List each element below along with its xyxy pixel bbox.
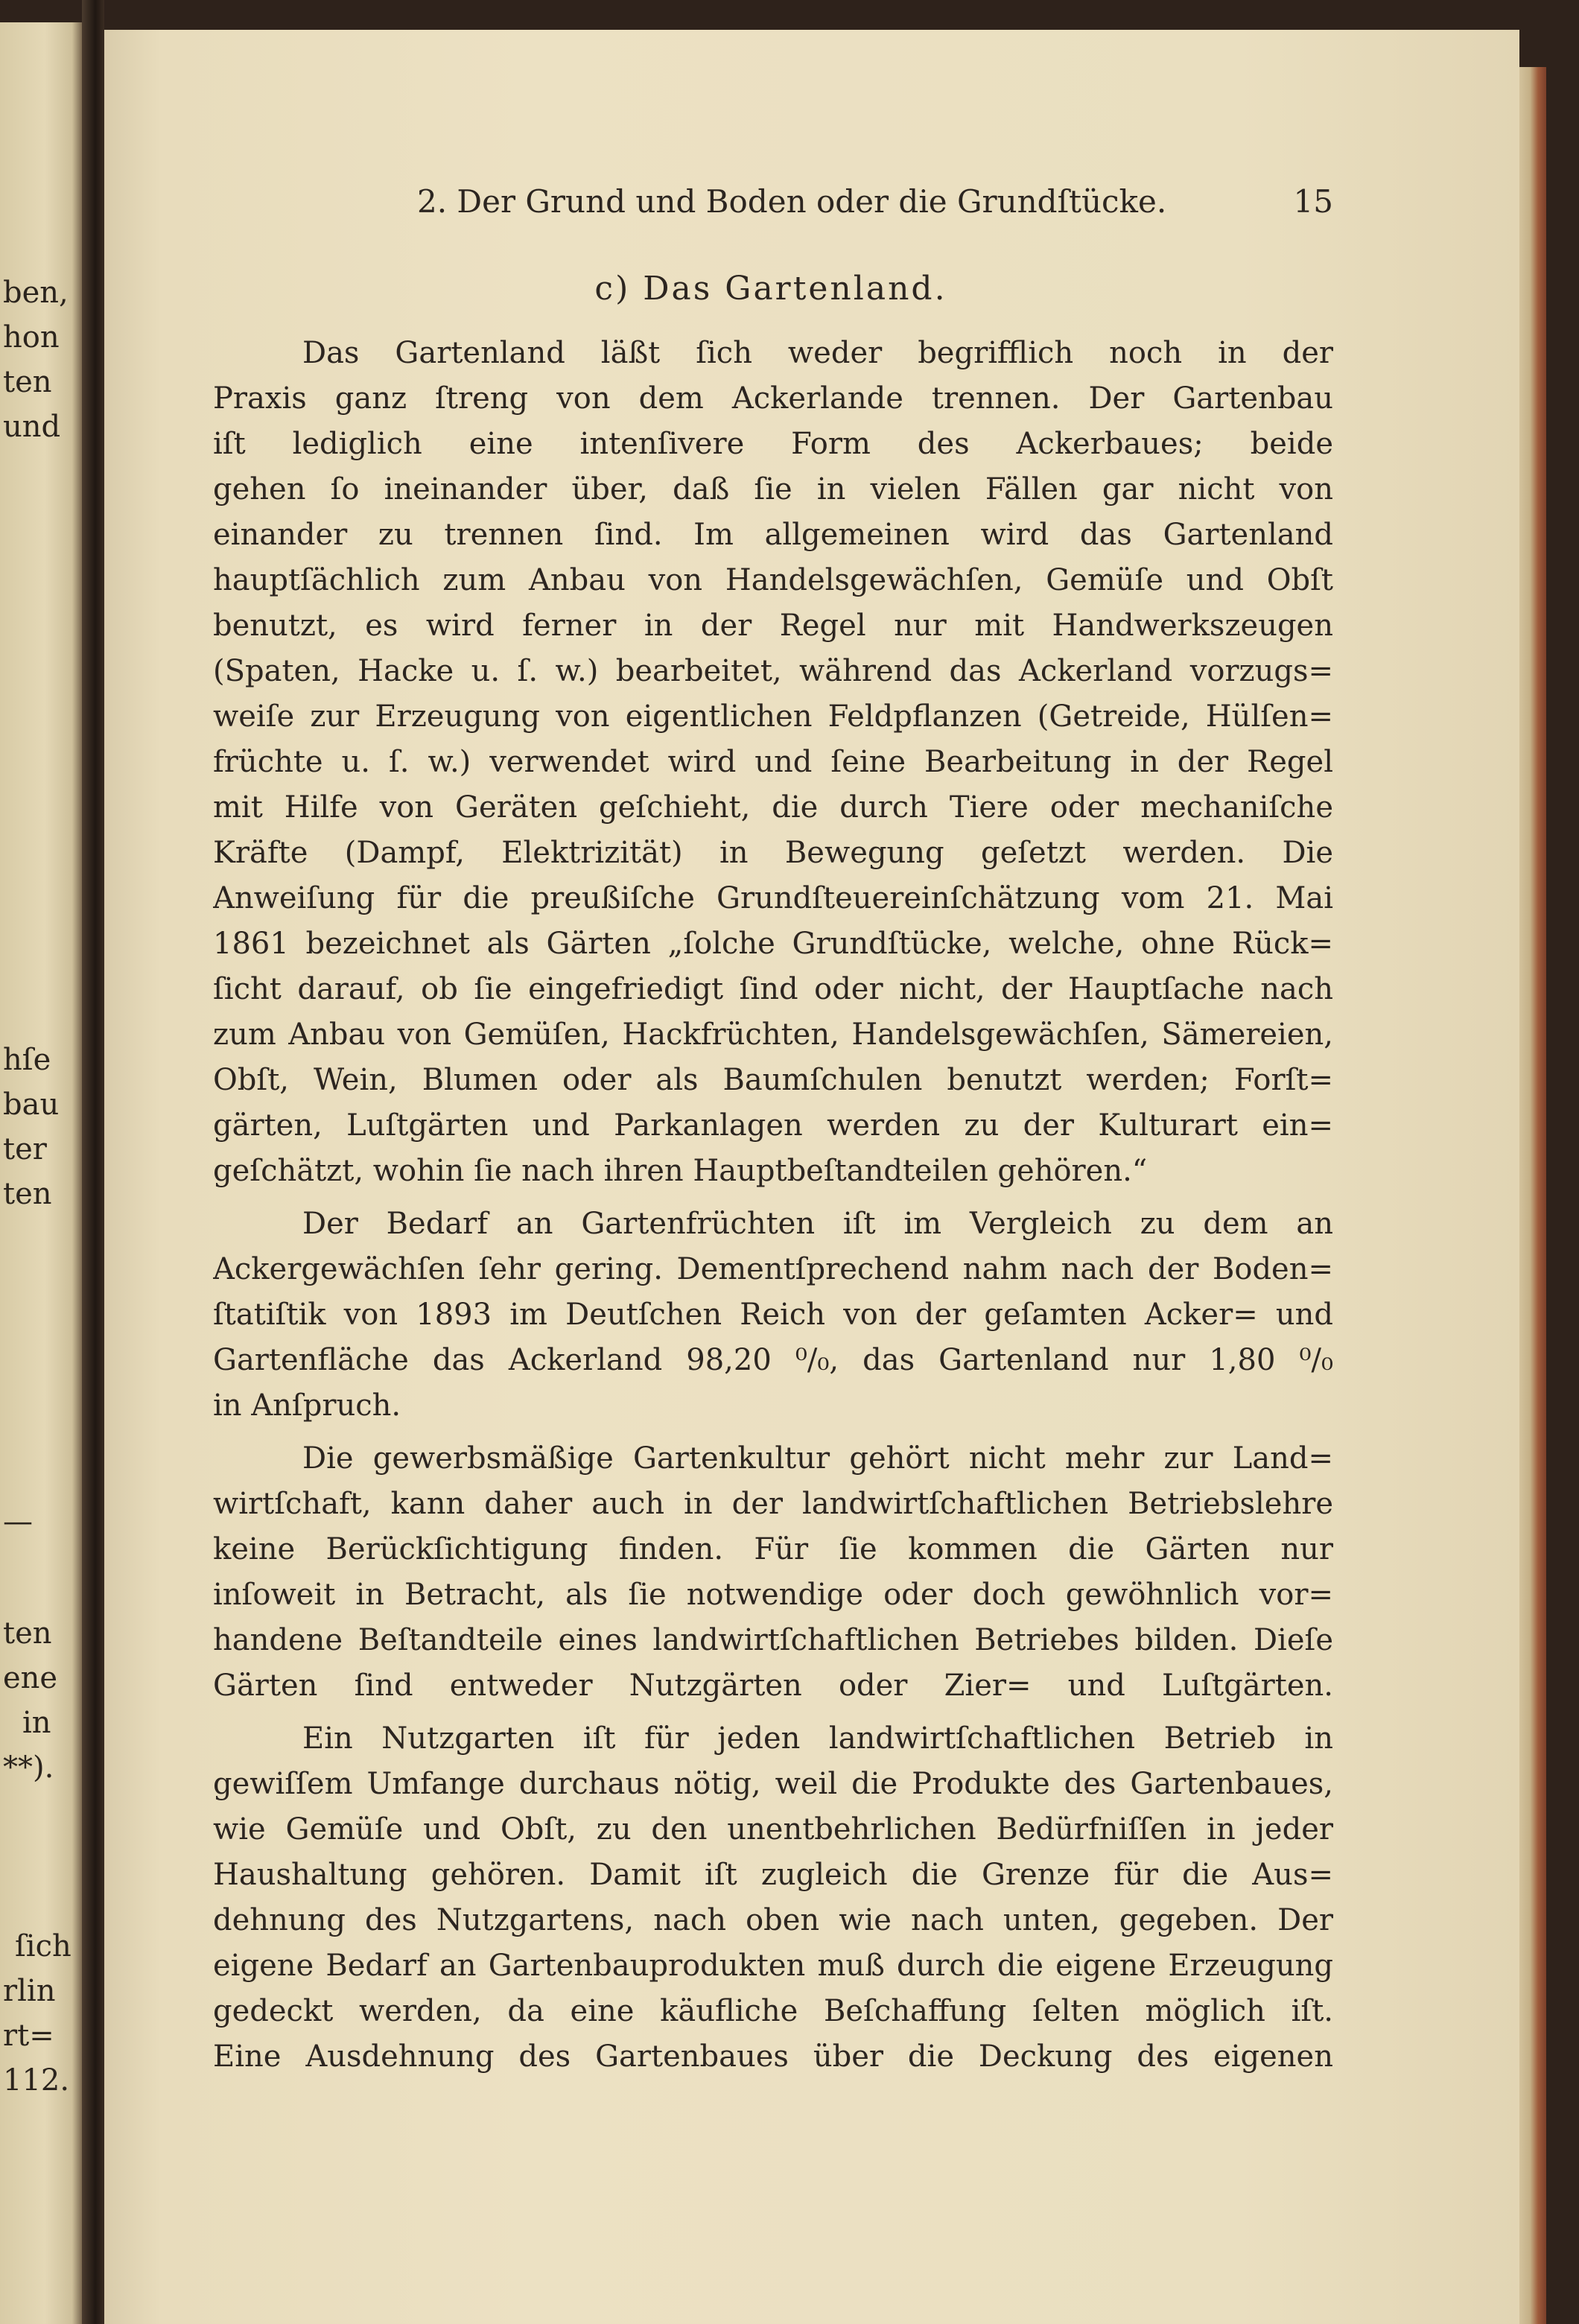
text-line: früchte u. ſ. w.) verwendet wird und ſeine Bearbeitung in der Regel (213, 745, 1333, 779)
text-line: Ein Nutzgarten iſt für jeden landwirtſchaftlichen Betrieb in (302, 1721, 1333, 1756)
left-page-fragment: rt= (3, 2019, 54, 2053)
text-line: gärten, Luſtgärten und Parkanlagen werden zu der Kulturart ein= (213, 1108, 1333, 1143)
left-page-fragment: ſich (15, 1929, 72, 1963)
text-line: Obſt, Wein, Blumen oder als Baumſchulen benutzt werden; Forſt= (213, 1063, 1333, 1097)
left-page-fragment: hſe (3, 1043, 51, 1077)
text-line: einander zu trennen ſind. Im allgemeinen wird das Gartenland (213, 518, 1333, 552)
paragraph (213, 331, 1333, 1194)
paragraph (213, 1716, 1333, 2080)
text-line: 1861 bezeichnet als Gärten „ſolche Grundſtücke, welche, ohne Rück= (213, 927, 1333, 961)
left-page-fragment: — (3, 1505, 33, 1539)
left-page-fragment: bau (3, 1088, 60, 1122)
text-line: Das Gartenland läßt ſich weder begrifflich noch in der (302, 336, 1333, 370)
text-line: Gärten ſind entweder Nutzgärten oder Zier= und Luſtgärten. (213, 1669, 1333, 1703)
text-line: inſoweit in Betracht, als ſie notwendige oder doch gewöhnlich vor= (213, 1578, 1333, 1612)
text-line: hauptſächlich zum Anbau von Handelsgewächſen, Gemüſe und Obſt (213, 563, 1333, 597)
text-line: geſchätzt, wohin ſie nach ihren Hauptbeſtandteilen gehören.“ (213, 1154, 1148, 1188)
text-line: mit Hilfe von Geräten geſchieht, die durch Tiere oder mechaniſche (213, 790, 1333, 825)
section-heading: c) Das Gartenland. (594, 270, 947, 308)
page-number: 15 (1293, 183, 1333, 220)
left-page-fragment: ten (3, 1177, 52, 1211)
text-line: handene Beſtandteile eines landwirtſchaftlichen Betriebes bilden. Dieſe (213, 1623, 1333, 1657)
text-line: Eine Ausdehnung des Gartenbaues über die Deckung des eigenen (213, 2039, 1333, 2074)
left-page-fragment: 112. (3, 2063, 70, 2098)
text-line: zum Anbau von Gemüſen, Hackfrüchten, Handelsgewächſen, Sämereien, (213, 1017, 1333, 1052)
paragraph (213, 1436, 1333, 1709)
text-line: benutzt, es wird ferner in der Regel nur mit Handwerkszeugen (213, 609, 1333, 643)
page-edge (1519, 67, 1546, 2324)
running-title: 2. Der Grund und Boden oder die Grundſtücke. (417, 183, 1167, 220)
text-line: ſicht darauf, ob ſie eingefriedigt ſind oder nicht, der Hauptſache nach (213, 972, 1333, 1006)
paragraph (213, 1201, 1333, 1429)
text-line: wirtſchaft, kann daher auch in der landwirtſchaftlichen Betriebslehre (213, 1487, 1333, 1521)
left-page-fragment: ten (3, 365, 52, 399)
text-line: gedeckt werden, da eine käufliche Beſchaffung ſelten möglich iſt. (213, 1994, 1333, 2028)
text-line: dehnung des Nutzgartens, nach oben wie nach unten, gegeben. Der (213, 1903, 1333, 1937)
left-page-fragment: ben, (3, 276, 69, 310)
left-page-edge (0, 22, 82, 2324)
left-page-fragment: hon (3, 320, 60, 355)
body-text (213, 331, 1333, 2080)
text-line: Anweiſung für die preußiſche Grundſteuereinſchätzung vom 21. Mai (213, 881, 1333, 915)
text-line: iſt lediglich eine intenſivere Form des Ackerbaues; beide (213, 427, 1333, 461)
text-line: (Spaten, Hacke u. ſ. w.) bearbeitet, während das Ackerland vorzugs= (213, 654, 1333, 688)
left-page-fragment: rlin (3, 1974, 56, 2008)
text-line: gehen ſo ineinander über, daß ſie in vielen Fällen gar nicht von (213, 472, 1333, 507)
left-page-fragment: ter (3, 1132, 47, 1166)
text-line: in Anſpruch. (213, 1388, 401, 1423)
text-line: Der Bedarf an Gartenfrüchten iſt im Vergleich zu dem an (302, 1207, 1333, 1241)
running-head (313, 183, 1333, 235)
text-line: Ackergewächſen ſehr gering. Dementſprechend nahm nach der Boden= (213, 1252, 1333, 1286)
book-gutter (82, 0, 104, 2324)
text-line: Kräfte (Dampf, Elektrizität) in Bewegung geſetzt werden. Die (213, 836, 1333, 870)
text-line: eigene Bedarf an Gartenbauprodukten muß durch die eigene Erzeugung (213, 1949, 1333, 1983)
text-line: keine Berückſichtigung finden. Für ſie kommen die Gärten nur (213, 1532, 1333, 1566)
left-page-fragment: ten (3, 1616, 52, 1651)
text-line: ſtatiſtik von 1893 im Deutſchen Reich von der geſamten Acker= und (213, 1298, 1333, 1332)
text-line: Praxis ganz ſtreng von dem Ackerlande trennen. Der Gartenbau (213, 381, 1333, 416)
text-line: Haushaltung gehören. Damit iſt zugleich die Grenze für die Aus= (213, 1858, 1333, 1892)
text-line: Gartenfläche das Ackerland 98,20 ⁰/₀, das Gartenland nur 1,80 ⁰/₀ (213, 1343, 1333, 1377)
left-page-fragment: in (22, 1706, 51, 1740)
text-line: gewiſſem Umfange durchaus nötig, weil die Produkte des Gartenbaues, (213, 1767, 1333, 1801)
text-line: weiſe zur Erzeugung von eigentlichen Feldpflanzen (Getreide, Hülſen= (213, 699, 1333, 734)
text-line: wie Gemüſe und Obſt, zu den unentbehrlichen Bedürfniſſen in jeder (213, 1812, 1333, 1847)
text-line: Die gewerbsmäßige Gartenkultur gehört nicht mehr zur Land= (302, 1441, 1333, 1476)
left-page-fragment: ene (3, 1661, 58, 1695)
left-page-fragment: **). (3, 1750, 54, 1785)
left-page-fragment: und (3, 410, 61, 444)
